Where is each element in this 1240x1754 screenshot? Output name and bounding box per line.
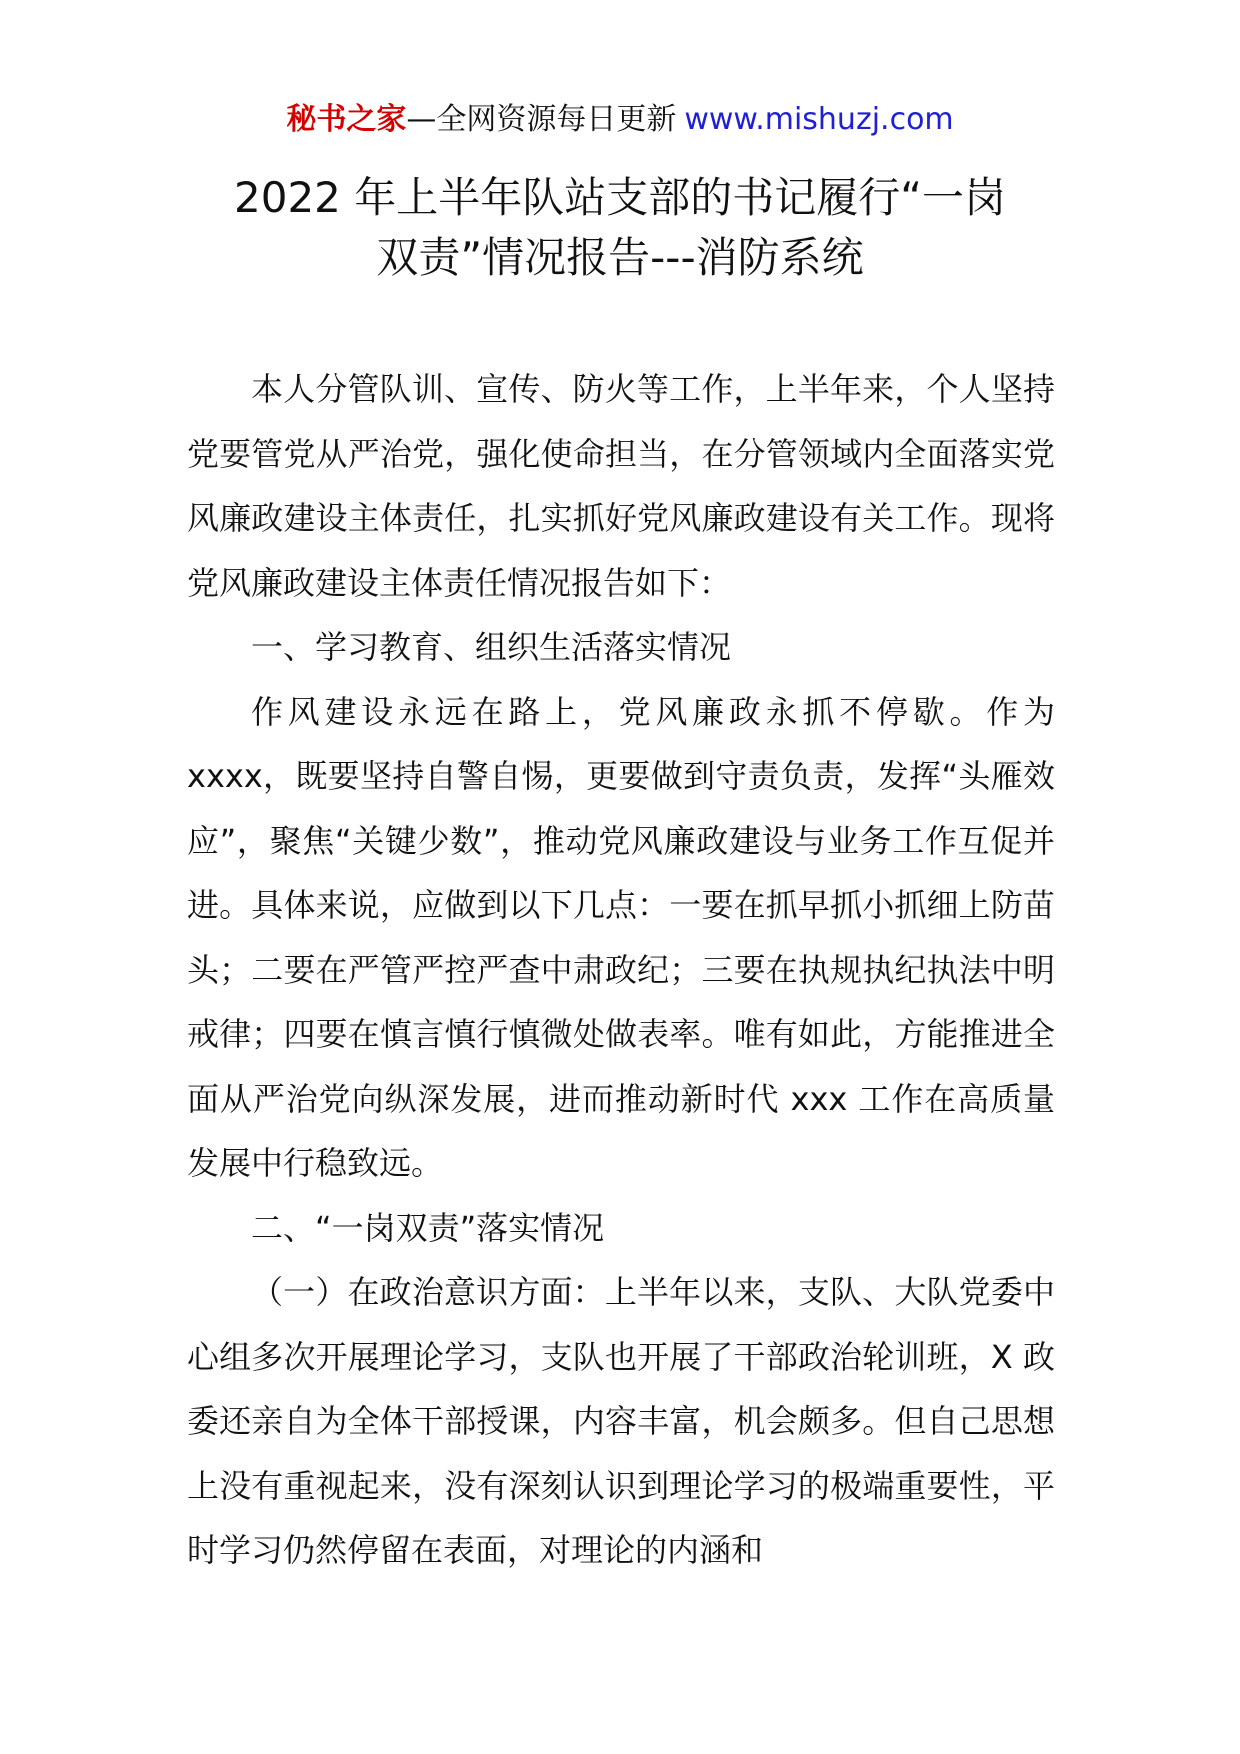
section-heading-2: 二、“一岗双责”落实情况: [251, 1208, 605, 1247]
site-url-link[interactable]: www.mishuzj.com: [684, 102, 954, 137]
section-heading-1: 一、学习教育、组织生活落实情况: [251, 628, 732, 666]
paragraph-section-1: 作风建设永远在路上，党风廉政永抓不停歇。作为xxxx，既要坚持自警自惕，更要做到守责负责，发挥“头雁效应”，聚焦“关键少数”，推动党风廉政建设与业务工作互促并进。具体来说，应做到以下几点：一要在抓早抓小抓细上防苗头；二要在严管严控严查中肃政纪；三要在执规执纪执法中明戒律；四要在慎言慎行慎微处做表率。唯有如此，方能推进全面从严治党向纵深发展，进而推动新时代 xxx 工作在高质量发展中行稳致远。: [187, 692, 1055, 1182]
document-title: [150, 168, 1090, 288]
site-name: 秘书之家: [286, 102, 407, 137]
site-tagline: —全网资源每日更新: [406, 102, 677, 137]
document-title-line-2: 双责”情况报告---消防系统: [376, 233, 864, 282]
paragraph-intro: 本人分管队训、宣传、防火等工作，上半年来，个人坚持党要管党从严治党，强化使命担当，在分管领域内全面落实党风廉政建设主体责任，扎实抓好党风廉政建设有关工作。现将党风廉政建设主体责任情况报告如下：: [187, 370, 1055, 602]
document-body: [187, 357, 1055, 1583]
document-title-line-1: 2022 年上半年队站支部的书记履行“一岗: [234, 173, 1006, 222]
paragraph-section-2-1: （一）在政治意识方面：上半年以来，支队、大队党委中心组多次开展理论学习，支队也开展了干部政治轮训班，X 政委还亲自为全体干部授课，内容丰富，机会颇多。但自己思想上没有重视起来，没有深刻认识到理论学习的极端重要性，平时学习仍然停留在表面，对理论的内涵和: [187, 1273, 1055, 1569]
site-header: [0, 100, 1240, 140]
